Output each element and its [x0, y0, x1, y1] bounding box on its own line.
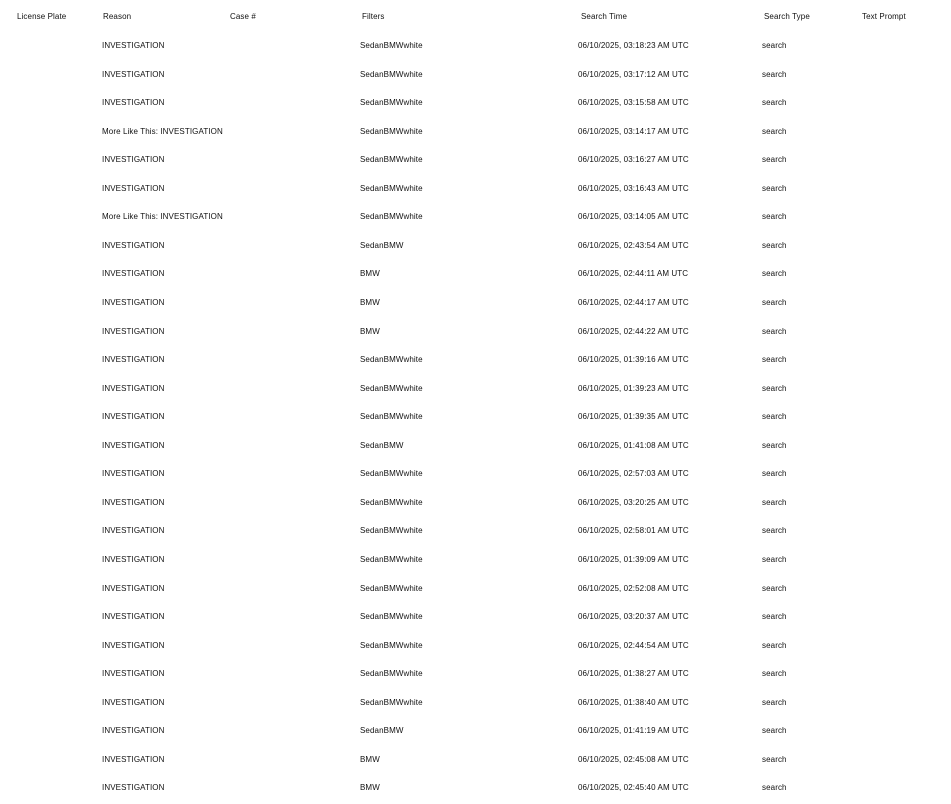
table-row[interactable]	[0, 354, 951, 366]
filters-cell: SedanBMWwhite	[360, 697, 423, 707]
search-type-cell: search	[762, 697, 787, 707]
table-row[interactable]	[0, 154, 951, 166]
filters-cell: SedanBMWwhite	[360, 126, 423, 136]
table-row[interactable]	[0, 69, 951, 81]
filters-cell: BMW	[360, 754, 380, 764]
search-type-cell: search	[762, 440, 787, 450]
filters-cell: SedanBMWwhite	[360, 69, 423, 79]
reason-cell: INVESTIGATION	[102, 326, 165, 336]
filters-cell: SedanBMWwhite	[360, 183, 423, 193]
filters-cell: SedanBMWwhite	[360, 497, 423, 507]
reason-cell: INVESTIGATION	[102, 669, 165, 679]
table-row[interactable]	[0, 525, 951, 537]
search-time-cell: 06/10/2025, 02:44:22 AM UTC	[578, 326, 689, 336]
reason-cell: INVESTIGATION	[102, 297, 165, 307]
reason-cell: INVESTIGATION	[102, 526, 165, 536]
search-type-cell: search	[762, 355, 787, 365]
reason-cell: INVESTIGATION	[102, 469, 165, 479]
search-time-cell: 06/10/2025, 02:43:54 AM UTC	[578, 240, 689, 250]
search-time-cell: 06/10/2025, 01:39:09 AM UTC	[578, 554, 689, 564]
filters-cell: SedanBMWwhite	[360, 383, 423, 393]
reason-cell: INVESTIGATION	[102, 554, 165, 564]
reason-cell: INVESTIGATION	[102, 183, 165, 193]
search-time-cell: 06/10/2025, 01:39:16 AM UTC	[578, 355, 689, 365]
header-search-type[interactable]: Search Type	[764, 12, 810, 21]
search-time-cell: 06/10/2025, 03:16:27 AM UTC	[578, 155, 689, 165]
reason-cell: INVESTIGATION	[102, 583, 165, 593]
search-time-cell: 06/10/2025, 01:39:35 AM UTC	[578, 412, 689, 422]
table-row[interactable]	[0, 697, 951, 709]
reason-cell: INVESTIGATION	[102, 754, 165, 764]
filters-cell: SedanBMW	[360, 240, 404, 250]
search-type-cell: search	[762, 126, 787, 136]
table-row[interactable]	[0, 126, 951, 138]
search-type-cell: search	[762, 41, 787, 50]
filters-cell: SedanBMWwhite	[360, 669, 423, 679]
reason-cell: INVESTIGATION	[102, 412, 165, 422]
filters-cell: SedanBMWwhite	[360, 212, 423, 222]
reason-cell: INVESTIGATION	[102, 240, 165, 250]
reason-cell: INVESTIGATION	[102, 269, 165, 279]
reason-cell: INVESTIGATION	[102, 440, 165, 450]
table-row[interactable]	[0, 183, 951, 195]
search-time-cell: 06/10/2025, 02:57:03 AM UTC	[578, 469, 689, 479]
search-type-cell: search	[762, 497, 787, 507]
header-filters[interactable]: Filters	[362, 12, 385, 21]
search-type-cell: search	[762, 669, 787, 679]
filters-cell: BMW	[360, 783, 380, 793]
reason-cell: INVESTIGATION	[102, 155, 165, 165]
reason-cell: INVESTIGATION	[102, 726, 165, 736]
reason-cell: INVESTIGATION	[102, 783, 165, 793]
search-type-cell: search	[762, 326, 787, 336]
search-time-cell: 06/10/2025, 02:45:40 AM UTC	[578, 783, 689, 793]
search-time-cell: 06/10/2025, 03:15:58 AM UTC	[578, 98, 689, 108]
filters-cell: SedanBMWwhite	[360, 612, 423, 621]
reason-cell: INVESTIGATION	[102, 355, 165, 365]
header-case[interactable]: Case #	[230, 12, 256, 21]
search-type-cell: search	[762, 726, 787, 736]
reason-cell: More Like This: INVESTIGATION	[102, 126, 223, 136]
table-row[interactable]	[0, 611, 951, 623]
search-time-cell: 06/10/2025, 02:44:54 AM UTC	[578, 640, 689, 650]
search-type-cell: search	[762, 640, 787, 650]
search-time-cell: 06/10/2025, 01:41:19 AM UTC	[578, 726, 689, 736]
search-type-cell: search	[762, 269, 787, 279]
reason-cell: INVESTIGATION	[102, 497, 165, 507]
search-time-cell: 06/10/2025, 02:45:08 AM UTC	[578, 754, 689, 764]
reason-cell: INVESTIGATION	[102, 640, 165, 650]
search-type-cell: search	[762, 183, 787, 193]
filters-cell: SedanBMWwhite	[360, 469, 423, 479]
table-row[interactable]	[0, 240, 951, 252]
table-row[interactable]	[0, 40, 951, 52]
reason-cell: INVESTIGATION	[102, 383, 165, 393]
search-type-cell: search	[762, 212, 787, 222]
filters-cell: SedanBMWwhite	[360, 412, 423, 422]
search-time-cell: 06/10/2025, 02:52:08 AM UTC	[578, 583, 689, 593]
filters-cell: SedanBMWwhite	[360, 98, 423, 108]
search-type-cell: search	[762, 297, 787, 307]
filters-cell: SedanBMWwhite	[360, 583, 423, 593]
search-type-cell: search	[762, 612, 787, 621]
header-license-plate[interactable]: License Plate	[17, 12, 67, 21]
reason-cell: INVESTIGATION	[102, 697, 165, 707]
table-row[interactable]	[0, 497, 951, 509]
search-type-cell: search	[762, 583, 787, 593]
filters-cell: SedanBMW	[360, 726, 404, 736]
search-time-cell: 06/10/2025, 02:44:11 AM UTC	[578, 269, 689, 279]
filters-cell: SedanBMWwhite	[360, 355, 423, 365]
table-row[interactable]	[0, 97, 951, 109]
table-row[interactable]	[0, 583, 951, 595]
reason-cell: INVESTIGATION	[102, 612, 165, 621]
search-time-cell: 06/10/2025, 01:38:40 AM UTC	[578, 697, 689, 707]
reason-cell: INVESTIGATION	[102, 98, 165, 108]
search-time-cell: 06/10/2025, 02:58:01 AM UTC	[578, 526, 689, 536]
search-time-cell: 06/10/2025, 01:39:23 AM UTC	[578, 383, 689, 393]
filters-cell: SedanBMWwhite	[360, 155, 423, 165]
table-row[interactable]	[0, 554, 951, 566]
search-type-cell: search	[762, 98, 787, 108]
search-time-cell: 06/10/2025, 03:17:12 AM UTC	[578, 69, 689, 79]
header-text-prompt[interactable]: Text Prompt	[862, 12, 906, 21]
reason-cell: More Like This: INVESTIGATION	[102, 212, 223, 222]
filters-cell: SedanBMWwhite	[360, 41, 423, 50]
search-type-cell: search	[762, 526, 787, 536]
table-row[interactable]	[0, 411, 951, 423]
table-row[interactable]	[0, 468, 951, 480]
table-row[interactable]	[0, 640, 951, 652]
table-row[interactable]	[0, 211, 951, 223]
search-time-cell: 06/10/2025, 02:44:17 AM UTC	[578, 297, 689, 307]
search-time-cell: 06/10/2025, 03:20:37 AM UTC	[578, 612, 689, 621]
search-type-cell: search	[762, 383, 787, 393]
search-time-cell: 06/10/2025, 01:38:27 AM UTC	[578, 669, 689, 679]
search-type-cell: search	[762, 69, 787, 79]
filters-cell: SedanBMWwhite	[360, 526, 423, 536]
table-header	[0, 11, 951, 23]
search-time-cell: 06/10/2025, 01:41:08 AM UTC	[578, 440, 689, 450]
table-row[interactable]	[0, 725, 951, 737]
search-time-cell: 06/10/2025, 03:20:25 AM UTC	[578, 497, 689, 507]
table-row[interactable]	[0, 268, 951, 280]
search-type-cell: search	[762, 155, 787, 165]
search-time-cell: 06/10/2025, 03:14:17 AM UTC	[578, 126, 689, 136]
header-search-time[interactable]: Search Time	[581, 12, 628, 21]
search-type-cell: search	[762, 412, 787, 422]
filters-cell: SedanBMWwhite	[360, 554, 423, 564]
table-row[interactable]	[0, 383, 951, 395]
filters-cell: BMW	[360, 326, 380, 336]
search-time-cell: 06/10/2025, 03:14:05 AM UTC	[578, 212, 689, 222]
search-time-cell: 06/10/2025, 03:18:23 AM UTC	[578, 41, 689, 50]
search-time-cell: 06/10/2025, 03:16:43 AM UTC	[578, 183, 689, 193]
search-type-cell: search	[762, 240, 787, 250]
table-row[interactable]	[0, 297, 951, 309]
search-type-cell: search	[762, 469, 787, 479]
filters-cell: SedanBMWwhite	[360, 640, 423, 650]
search-type-cell: search	[762, 554, 787, 564]
search-type-cell: search	[762, 783, 787, 793]
table-row[interactable]	[0, 326, 951, 338]
search-type-cell: search	[762, 754, 787, 764]
reason-cell: INVESTIGATION	[102, 41, 165, 50]
filters-cell: BMW	[360, 269, 380, 279]
table-row[interactable]	[0, 668, 951, 680]
table-row[interactable]	[0, 754, 951, 766]
table-row[interactable]	[0, 782, 951, 794]
reason-cell: INVESTIGATION	[102, 69, 165, 79]
filters-cell: BMW	[360, 297, 380, 307]
table-row[interactable]	[0, 440, 951, 452]
header-reason[interactable]: Reason	[103, 12, 132, 21]
filters-cell: SedanBMW	[360, 440, 404, 450]
